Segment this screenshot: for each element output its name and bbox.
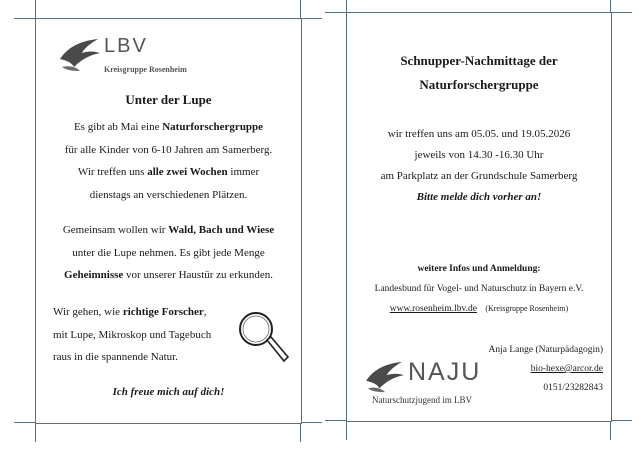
crop-mark [346,420,347,440]
website-line [347,304,611,314]
event-title-line1: Schnupper-Nachmittage der [400,53,558,68]
contact-email-link[interactable]: bio-hexe@arcor.de [530,364,603,374]
crop-mark [300,422,322,423]
text-line [53,324,253,347]
naju-logo-text: NAJU [408,358,482,386]
text-line [36,242,301,265]
closing-line: Ich freue mich auf dich! [112,386,225,398]
text-line [36,264,301,287]
organization-name: Landesbund für Vogel- und Naturschutz in Bayern e.V. [374,284,584,294]
emphasized-text: Geheimnisse [64,269,124,281]
text-segment: raus in die spannende Natur. [53,351,178,363]
website-note: (Kreisgruppe Rosenheim) [485,304,569,313]
crop-mark [325,420,347,421]
crop-mark [325,12,347,13]
lbv-logo-subtitle: Kreisgruppe Rosenheim [104,65,187,74]
text-segment: vor unserer Haustür zu erkunden. [123,269,273,281]
crop-mark [610,12,632,13]
meeting-time: jeweils von 14.30 -16.30 Uhr [414,149,544,161]
crop-mark [35,0,36,18]
crop-mark [14,18,36,19]
crop-mark [14,422,36,423]
text-line [36,184,301,207]
text-segment: unter die Lupe nehmen. Es gibt jede Menge [72,246,265,259]
explorer-paragraph [53,301,253,369]
website-link[interactable]: www.rosenheim.lbv.de [389,304,477,314]
text-segment: immer [227,166,260,178]
naju-logo [364,358,504,406]
text-segment: Wir gehen, wie [53,306,123,318]
meeting-dates: wir treffen uns am 05.05. und 19.05.2026 [387,128,571,140]
text-segment: dienstags an verschiedenen Plätzen. [89,188,248,201]
info-heading: weitere Infos und Anmeldung: [417,264,541,274]
crop-mark [300,0,301,20]
bird-icon [58,37,102,73]
flyer-right-page [346,12,612,422]
text-segment: , [203,306,207,318]
meeting-details [347,123,611,207]
intro-paragraph [36,116,301,206]
crop-mark [35,422,36,442]
lbv-logo-text: LBV [104,35,148,57]
text-segment: für alle Kinder von 6-10 Jahren am Samerberg. [64,143,273,156]
flyer-left-page [35,18,302,424]
event-title-line2: Naturforschergruppe [419,77,539,92]
meeting-place: am Parkplatz an der Grundschule Samerberg [380,170,578,182]
naju-logo-subtitle: Naturschutzjugend im LBV [372,395,472,405]
lbv-logo [58,35,218,81]
crop-mark [610,420,611,440]
emphasized-text: richtige Forscher [122,306,204,318]
text-line [53,346,253,369]
emphasized-text: Naturforschergruppe [162,121,264,133]
activity-paragraph [36,219,301,287]
contact-block [489,341,603,398]
text-line [36,219,301,242]
crop-mark [300,18,322,19]
emphasized-text: alle zwei Wochen [147,166,228,178]
text-segment: Wir treffen uns [77,166,148,178]
flyer-title: Unter der Lupe [125,92,212,107]
emphasized-text: Wald, Bach und Wiese [168,224,275,236]
registration-note: Bitte melde dich vorher an! [416,191,542,203]
contact-name: Anja Lange (Naturpädagogin) [488,345,603,355]
event-title [347,49,611,97]
text-line [36,139,301,162]
magnifying-glass-icon [232,307,294,371]
text-line [36,116,301,139]
crop-mark [610,420,632,421]
contact-phone: 0151/23282843 [543,383,603,393]
bird-icon [364,360,406,394]
text-segment: Es gibt ab Mai eine [73,121,163,133]
text-segment: mit Lupe, Mikroskop und Tagebuch [53,328,212,341]
crop-mark [300,422,301,442]
text-line [36,161,301,184]
text-line [53,301,253,324]
text-segment: Gemeinsam wollen wir [62,224,169,236]
